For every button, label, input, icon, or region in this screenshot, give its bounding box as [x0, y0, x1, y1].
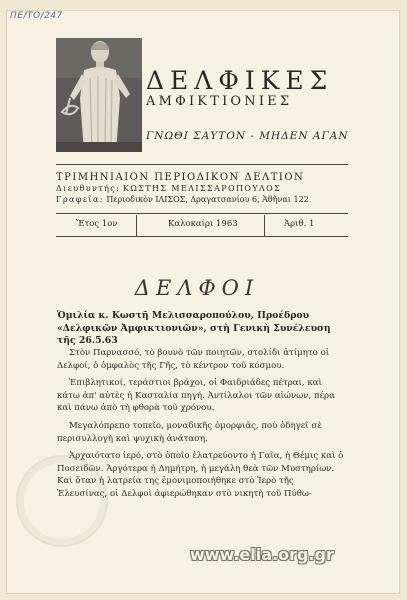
- publication-office: [56, 195, 376, 204]
- issue-year: Ἔτος 1ον: [76, 219, 118, 229]
- paragraph: Ἀρχαιότατο ἱερό, στὸ ὁποῖο ἐλατρεύοντο ἡ Γαῖα, ἡ Θέμις καὶ ὁ Ποσειδῶν. Ἀργότερα ἡ Δημήτρη, ἡ μεγάλη θεὰ τῶν Μυστηρίων. Καὶ ὅταν ἡ λατρεία της ἐμονιμοποιήθηκε στὸ Ἱερὸ τῆς Ἐλευσίνας, οἱ Δελφοὶ ἀφιερώθηκαν στὸ νικητὴ τοῦ Πύθω-: [57, 451, 344, 499]
- issue-season: Καλοκαίρι 1963: [168, 219, 238, 229]
- director-name: ΚΩΣΤΗΣ ΜΕΛΙΣΣΑΡΟΠΟΥΛΟΣ: [122, 184, 282, 193]
- issue-divider: [136, 215, 137, 237]
- paragraph: Μεγαλόπρεπο τοπεῖο, μοναδικῆς ὀμορφιᾶς, ποὺ ὁδηγεῖ σὲ περισυλλογὴ καὶ ψυχικὴ ἀνάταση.: [57, 420, 322, 444]
- office-label: Γραφεῖα:: [56, 195, 104, 204]
- archive-note: ΠΕ/ΤΟ/247: [10, 11, 63, 21]
- magazine-title: ΔΕΛΦΙΚΕΣ: [146, 66, 334, 95]
- paragraph: Ἐπιβλητικοί, τεράστιοι βράχοι, οἱ Φαιδριάδες πέτραι, καὶ κάτω ἀπ' αὐτὲς ἡ Κασταλία πηγή. Ἀντίλαλοι τῶν αἰώνων, πέρα καὶ πάνω ἀπὸ τὴ φθορὰ τοῦ χρόνου.: [57, 378, 335, 414]
- office-address: Περιοδικὸν ΙΛΙΣΟΣ, Δραγατσανίου 6, Ἀθῆναι 122: [106, 195, 309, 204]
- article-title: ΔΕΛΦΟΙ: [134, 276, 260, 300]
- publication-director: [56, 184, 376, 193]
- magazine-subtitle: ΑΜΦΙΚΤΙΟΝΙΕΣ: [146, 94, 293, 109]
- paragraph: Στὸν Παρνασσό, τὸ βουνὸ τῶν ποιητῶν, στολίδι ἀτίμητο οἱ Δελφοί, ὁ ὀμφαλὸς τῆς Γῆς, τὸ κέντρον τοῦ κόσμου.: [57, 348, 330, 371]
- issue-rule-top: [56, 213, 348, 214]
- issue-divider: [264, 215, 265, 237]
- statue-photograph: [56, 38, 142, 152]
- header-rule: [56, 164, 348, 165]
- watermark: www.elia.org.gr: [190, 545, 334, 564]
- issue-info-row: [56, 215, 348, 235]
- issue-number: Ἀριθ. 1: [284, 219, 315, 229]
- director-label: Διευθυντής:: [56, 184, 121, 193]
- faded-stamp: [16, 455, 108, 547]
- issue-rule-bottom: [56, 236, 348, 237]
- publication-type: ΤΡΙΜΗΝΙΑΙΟΝ ΠΕΡΙΟΔΙΚΟΝ ΔΕΛΤΙΟΝ: [56, 172, 305, 183]
- article-lede: Ὁμιλία κ. Κωστῆ Μελισσαροπούλου, Προέδρου «Δελφικῶν Ἀμφικτιονιῶν», στὴ Γενικὴ Συνέλευση τῆς 26.5.63: [57, 310, 331, 346]
- magazine-motto: ΓΝΩΘΙ ΣΑΥΤΟΝ - ΜΗΔΕΝ ΑΓΑΝ: [146, 130, 349, 142]
